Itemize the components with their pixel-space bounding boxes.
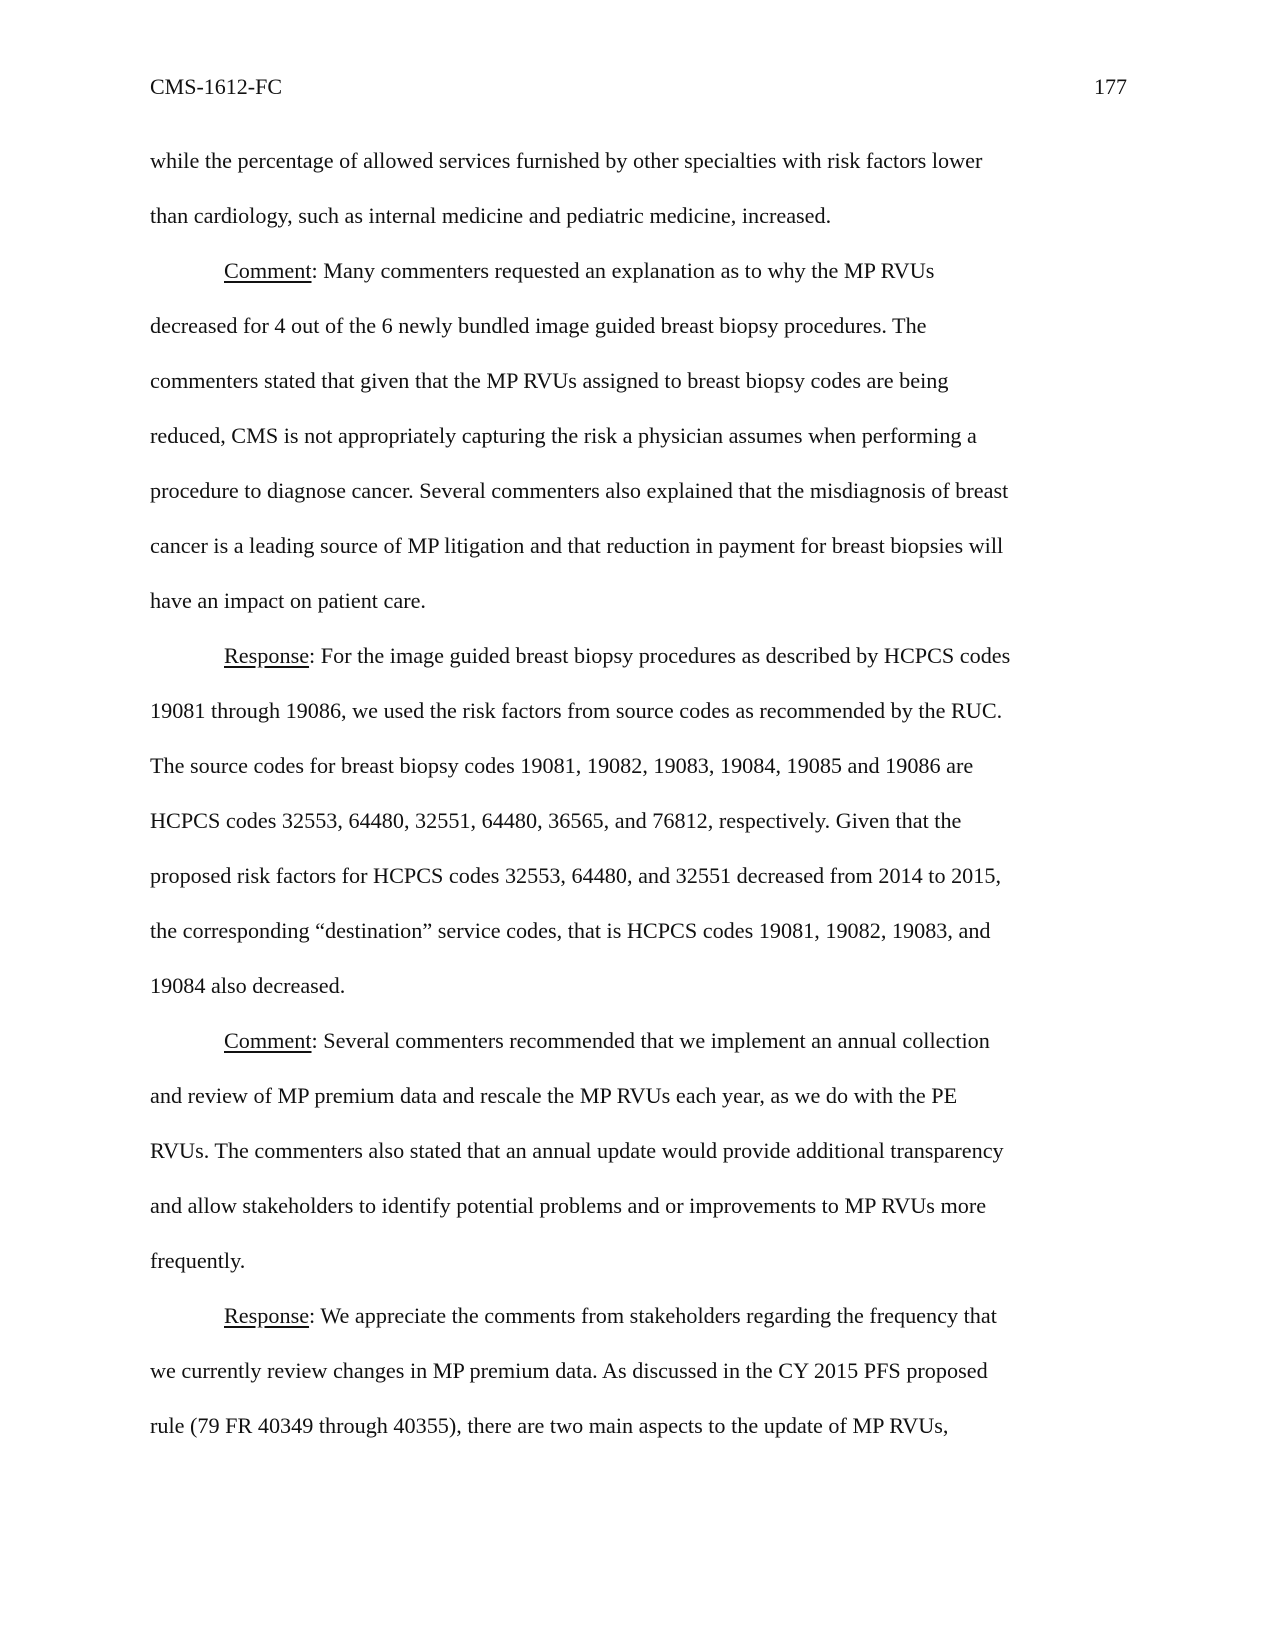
paragraph-first-line: [224, 1302, 997, 1330]
page-number: 177: [1094, 74, 1127, 99]
text-line: proposed risk factors for HCPCS codes 32553, 64480, and 32551 decreased from 2014 to 2015,: [150, 863, 1002, 888]
text-line: RVUs. The commenters also stated that an annual update would provide additional transparency: [150, 1138, 1004, 1163]
text-line: reduced, CMS is not appropriately capturing the risk a physician assumes when performing a: [150, 423, 977, 448]
text-line: procedure to diagnose cancer. Several commenters also explained that the misdiagnosis of breast: [150, 478, 1009, 503]
text-line: HCPCS codes 32553, 64480, 32551, 64480, 36565, and 76812, respectively. Given that the: [150, 808, 962, 833]
paragraph-first-line: [224, 257, 934, 285]
text-run: : Many commenters requested an explanation as to why the MP RVUs: [311, 258, 935, 283]
text-run: : We appreciate the comments from stakeholders regarding the frequency that: [309, 1303, 997, 1328]
response-label: Response: [224, 1303, 310, 1328]
text-line: and allow stakeholders to identify potential problems and or improvements to MP RVUs more: [150, 1193, 987, 1218]
comment-label: Comment: [224, 258, 312, 283]
paragraph-first-line: [224, 1027, 990, 1055]
text-line: 19084 also decreased.: [150, 973, 346, 998]
page-header-doc-id: CMS-1612-FC: [150, 74, 283, 99]
text-line: the corresponding “destination” service codes, that is HCPCS codes 19081, 19082, 19083, and: [150, 918, 991, 943]
text-line: rule (79 FR 40349 through 40355), there are two main aspects to the update of MP RVUs,: [150, 1413, 949, 1438]
text-line: frequently.: [150, 1248, 246, 1273]
text-line: 19081 through 19086, we used the risk factors from source codes as recommended by the RUC.: [150, 698, 1003, 723]
text-run: : Several commenters recommended that we implement an annual collection: [311, 1028, 990, 1053]
text-line: we currently review changes in MP premium data. As discussed in the CY 2015 PFS proposed: [150, 1358, 988, 1383]
comment-label: Comment: [224, 1028, 312, 1053]
paragraph-first-line: [224, 642, 1010, 670]
text-line: have an impact on patient care.: [150, 588, 426, 613]
text-line: while the percentage of allowed services furnished by other specialties with risk factors lower: [150, 148, 983, 173]
text-line: and review of MP premium data and rescale the MP RVUs each year, as we do with the PE: [150, 1083, 958, 1108]
text-run: : For the image guided breast biopsy procedures as described by HCPCS codes: [309, 643, 1011, 668]
text-line: cancer is a leading source of MP litigation and that reduction in payment for breast biopsies will: [150, 533, 1004, 558]
text-line: decreased for 4 out of the 6 newly bundled image guided breast biopsy procedures. The: [150, 313, 927, 338]
text-line: commenters stated that given that the MP RVUs assigned to breast biopsy codes are being: [150, 368, 949, 393]
text-line: than cardiology, such as internal medicine and pediatric medicine, increased.: [150, 203, 832, 228]
response-label: Response: [224, 643, 310, 668]
text-line: The source codes for breast biopsy codes 19081, 19082, 19083, 19084, 19085 and 19086 are: [150, 753, 974, 778]
